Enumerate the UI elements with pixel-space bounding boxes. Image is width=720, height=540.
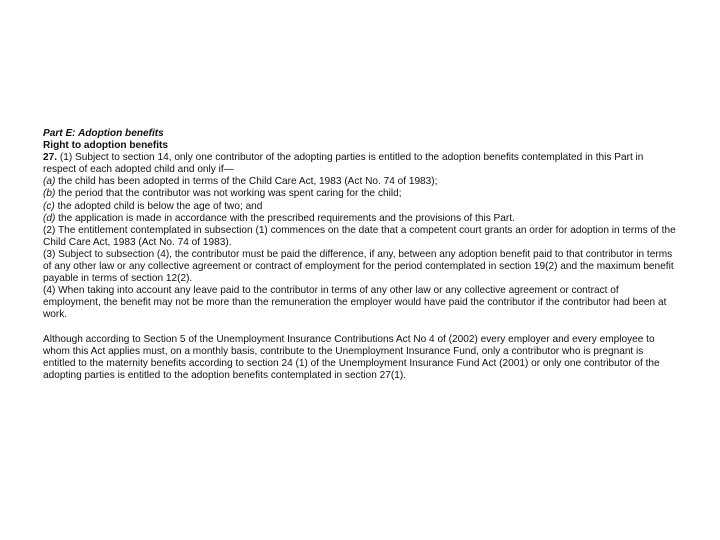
list-item-c	[43, 201, 678, 213]
section-number: 27.	[43, 152, 58, 164]
item-text: the child has been adopted in terms of the Child Care Act, 1983 (Act No. 74 of 1983);	[55, 176, 438, 188]
subsection-1-text: (1) Subject to section 14, only one contributor of the adopting parties is entitled to the adoption benefits contemplated in this Part in respect of each adopted child and only if—	[43, 152, 644, 176]
commentary-paragraph: Although according to Section 5 of the Unemployment Insurance Contributions Act No 4 of (2002) every employer and every employee to whom this Act applies must, on a monthly basis, contribute to the Unemployment Insurance Fund, only a contributor who is pregnant is entitled to the maternity benefits according to section 24 (1) of the Unemployment Insurance Fund Act (2001) or only one contributor of the adopting parties is entitled to the adoption benefits contemplated in section 27(1).	[43, 333, 660, 381]
list-item-a	[43, 176, 678, 188]
item-text: the adopted child is below the age of two; and	[54, 200, 263, 212]
item-label: (a)	[43, 176, 56, 188]
section-heading: Right to adoption benefits	[43, 140, 169, 152]
item-text: the application is made in accordance with the prescribed requirements and the provisions of this Part.	[55, 212, 515, 224]
subsection-1	[43, 152, 678, 176]
paragraph-gap	[43, 322, 678, 334]
subsection-2: (2) The entitlement contemplated in subsection (1) commences on the date that a competent court grants an order for adoption in terms of the Child Care Act, 1983 (Act No. 74 of 1983).	[43, 224, 676, 248]
subsection-4: (4) When taking into account any leave paid to the contributor in terms of any other law or any collective agreement or contract of employment, the benefit may not be more than the remuneration the employer would have paid the contributor if the contributor had been at work.	[43, 285, 667, 321]
list-item-b	[43, 188, 678, 200]
subsection-3: (3) Subject to subsection (4), the contributor must be paid the difference, if any, between any adoption benefit paid to that contributor in terms of any other law or any collective agreement or contract of employment for the period contemplated in section 19(2) and the maximum benefit payable in terms of section 12(2).	[43, 248, 674, 285]
part-title: Part E: Adoption benefits	[43, 128, 164, 139]
item-text: the period that the contributor was not working was spent caring for the child;	[55, 188, 402, 200]
slide-body	[43, 128, 678, 382]
item-label: (b)	[43, 188, 56, 200]
item-label: (d)	[43, 212, 56, 224]
list-item-d	[43, 213, 678, 225]
item-label: (c)	[43, 200, 55, 212]
